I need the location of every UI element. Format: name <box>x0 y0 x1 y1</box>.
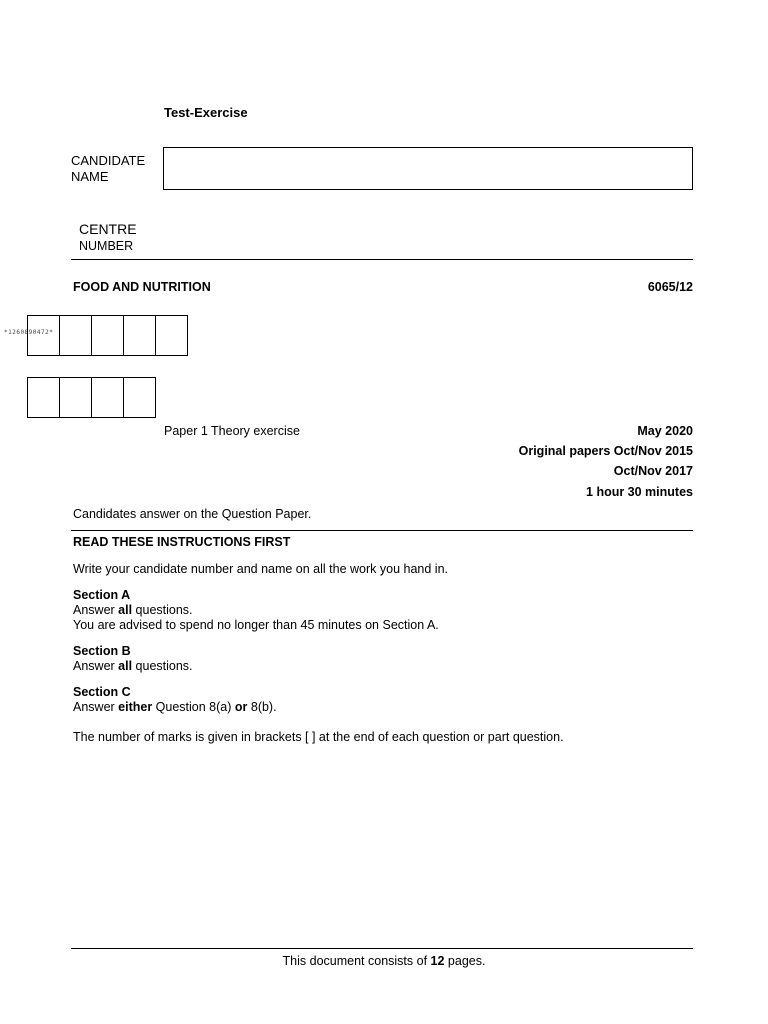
paper-original-1: Original papers Oct/Nov 2015 <box>518 444 693 458</box>
page-count: This document consists of 12 pages. <box>282 954 486 968</box>
candidate-name-label <box>71 153 145 185</box>
candidate-label-line2: NAME <box>71 169 109 184</box>
barcode-text: *1260890472* <box>4 329 54 336</box>
candidate-number-box[interactable] <box>91 377 124 418</box>
instructions-intro: Write your candidate number and name on all the work you hand in. <box>73 562 448 576</box>
section-a-line2: You are advised to spend no longer than 45 minutes on Section A. <box>73 618 439 632</box>
section-b-title: Section B <box>73 644 131 658</box>
section-c-line1: Answer either Question 8(a) or 8(b). <box>73 700 277 714</box>
section-a-title: Section A <box>73 588 131 602</box>
section-c <box>73 685 277 715</box>
centre-label: CENTRE <box>79 221 137 237</box>
section-b <box>73 644 193 674</box>
candidate-number-box[interactable] <box>27 377 60 418</box>
subject-code: 6065/12 <box>647 280 693 294</box>
centre-number-box[interactable] <box>155 315 188 356</box>
centre-number-box[interactable] <box>123 315 156 356</box>
subject-name: FOOD AND NUTRITION <box>73 280 211 294</box>
number-label: NUMBER <box>79 239 134 253</box>
candidate-number-box[interactable] <box>123 377 156 418</box>
candidate-name-field[interactable] <box>163 147 693 190</box>
centre-number-box[interactable] <box>91 315 124 356</box>
section-a-line1: Answer all questions. <box>73 603 193 617</box>
candidate-label-line1: CANDIDATE <box>71 153 146 168</box>
divider-middle <box>71 530 693 531</box>
section-a <box>73 588 439 633</box>
section-c-title: Section C <box>73 685 131 699</box>
instructions-heading: READ THESE INSTRUCTIONS FIRST <box>73 535 291 549</box>
paper-date: May 2020 <box>637 424 693 438</box>
marks-note: The number of marks is given in brackets [ ] at the end of each question or part question. <box>73 730 564 744</box>
section-b-line1: Answer all questions. <box>73 659 193 673</box>
centre-number-box[interactable] <box>27 315 60 356</box>
centre-number-box[interactable] <box>59 315 92 356</box>
page-title: Test-Exercise <box>164 105 248 120</box>
divider-footer <box>71 948 693 949</box>
paper-duration: 1 hour 30 minutes <box>586 485 693 499</box>
paper-title: Paper 1 Theory exercise <box>164 424 300 438</box>
candidates-note: Candidates answer on the Question Paper. <box>73 507 312 521</box>
candidate-number-box[interactable] <box>59 377 92 418</box>
paper-original-2: Oct/Nov 2017 <box>613 464 693 478</box>
divider-top <box>71 259 693 260</box>
